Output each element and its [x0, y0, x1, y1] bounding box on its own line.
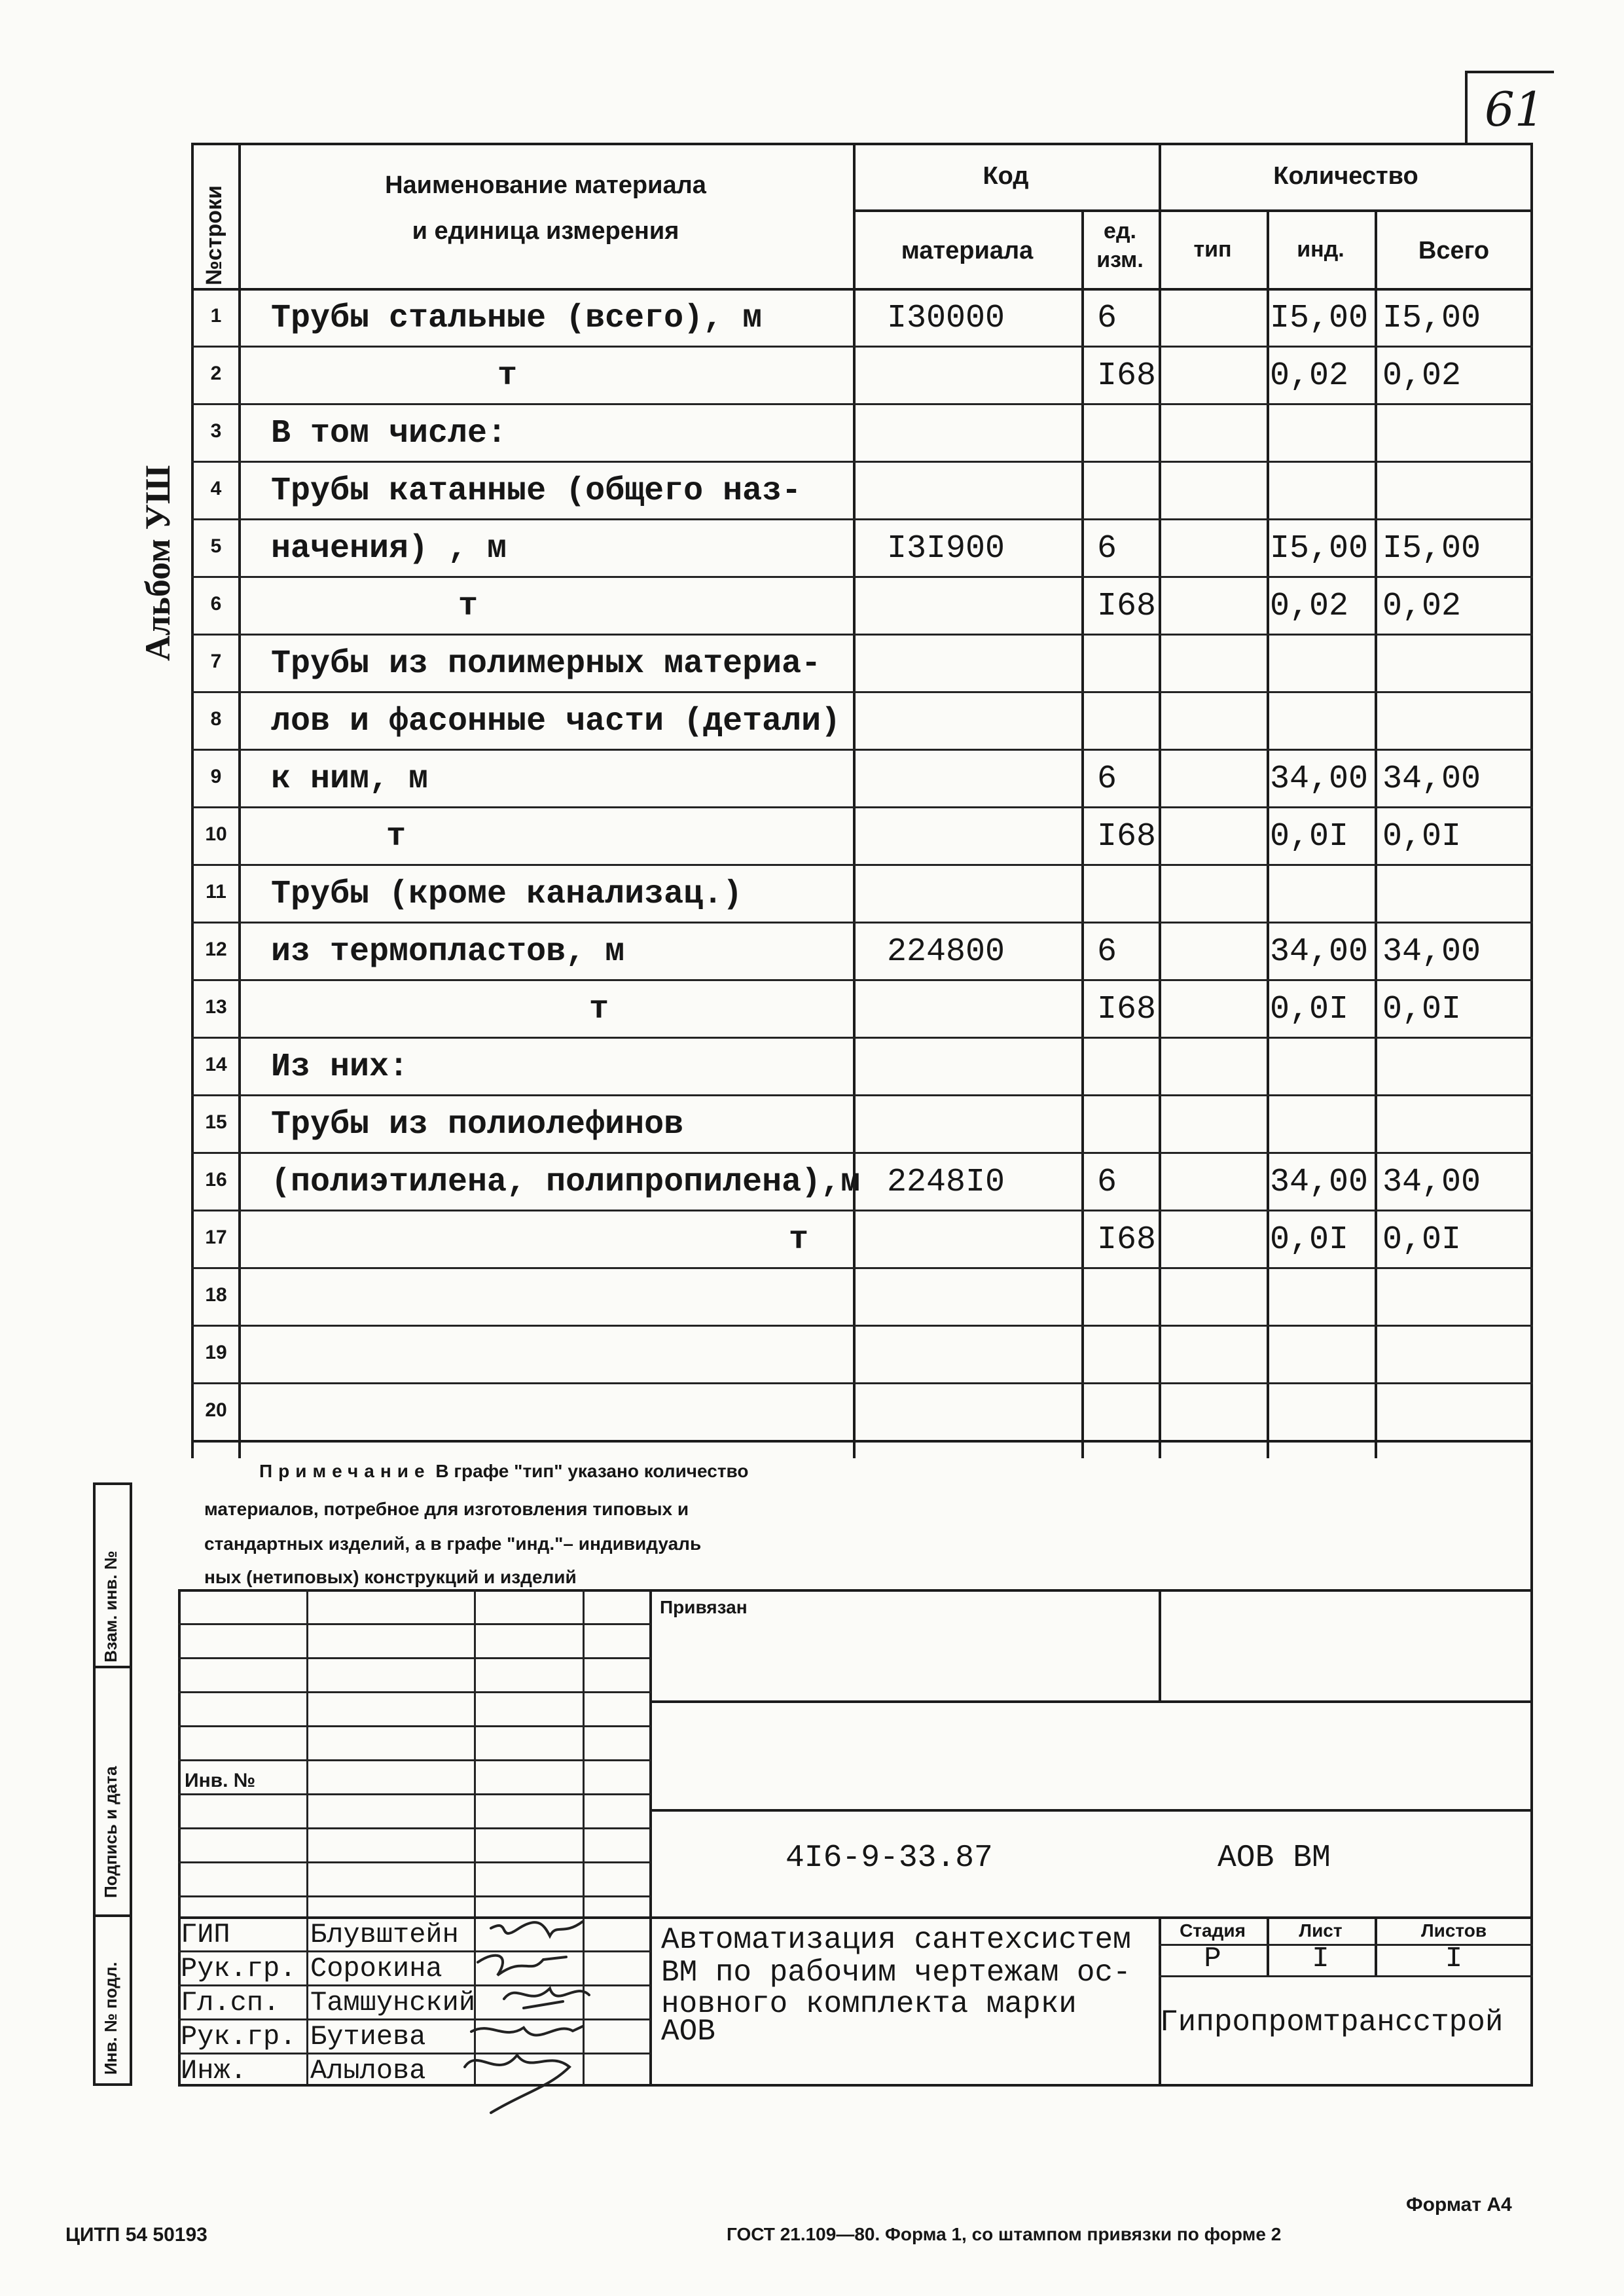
row-number: 8 — [210, 708, 222, 730]
staff-name: Тамшунский — [310, 1987, 476, 2018]
side-label-vzam: Взам. инв. № — [101, 1551, 120, 1662]
row-number: 16 — [205, 1169, 227, 1191]
unit-code: 6 — [1097, 761, 1117, 798]
unit-code: I68 — [1097, 588, 1157, 625]
row-number: 7 — [210, 651, 222, 672]
qty-total: I5,00 — [1382, 300, 1481, 337]
side-strip-mid — [130, 1482, 132, 2085]
privyazan-label: Привязан — [660, 1597, 748, 1617]
row-number: 3 — [210, 420, 222, 442]
side-label-inv-podl: Инв. № подл. — [101, 1962, 120, 2075]
table-row-divider — [191, 403, 1533, 405]
header-unit-line1: ед. — [1104, 219, 1136, 243]
table-row-divider — [191, 1267, 1533, 1269]
side-label-podpis: Подпись и дата — [101, 1766, 120, 1898]
stamp-row-4 — [178, 1725, 651, 1727]
footer-gost: ГОСТ 21.109—80. Форма 1, со штампом привязки по форме 2 — [727, 2224, 1282, 2244]
staff-name: Сорокина — [310, 1953, 442, 1984]
unit-code: 6 — [1097, 530, 1117, 567]
table-row-divider — [191, 806, 1533, 808]
page-number-box-top — [1465, 71, 1554, 73]
material-name: т — [458, 588, 478, 625]
signature-2 — [478, 1956, 566, 1975]
frame-right — [1530, 143, 1533, 2087]
material-name: Трубы из полиолефинов — [271, 1106, 684, 1143]
staff-role: ГИП — [181, 1919, 230, 1950]
header-total: Всего — [1418, 237, 1490, 264]
table-bottom-line — [191, 1440, 1533, 1443]
unit-code: 6 — [1097, 933, 1117, 971]
header-name-line1: Наименование материала — [385, 171, 706, 199]
material-name: лов и фасонные части (детали) — [271, 703, 841, 740]
stamp-row-7 — [178, 1827, 651, 1829]
table-row-divider — [191, 864, 1533, 866]
staff-role: Рук.гр. — [181, 2021, 297, 2053]
note-line2: материалов, потребное для изготовления типовых и — [204, 1499, 689, 1519]
qty-ind: 0,0I — [1270, 1221, 1349, 1259]
table-row-divider — [191, 691, 1533, 693]
staff-role: Инж. — [181, 2055, 247, 2087]
stamp-row-1 — [178, 1623, 651, 1625]
qty-total: 34,00 — [1382, 1164, 1481, 1201]
stamp-col-1 — [306, 1589, 308, 2084]
doc-mark: АОВ ВМ — [1218, 1840, 1331, 1876]
title-line1: Автоматизация сантехсистем — [661, 1923, 1131, 1957]
qty-ind: 34,00 — [1270, 1164, 1369, 1201]
signature-3 — [504, 1988, 589, 2008]
qty-ind: 34,00 — [1270, 933, 1369, 971]
material-name: Трубы из полимерных материа- — [271, 645, 821, 683]
signatures — [452, 1916, 602, 2126]
organization: Гипропромтрансстрой — [1160, 2005, 1504, 2039]
qty-ind: I5,00 — [1270, 530, 1369, 567]
unit-code: I68 — [1097, 991, 1157, 1028]
staff-role: Гл.сп. — [181, 1987, 280, 2018]
material-name: т — [386, 818, 406, 855]
note-text-line1: В графе "тип" указано количество — [430, 1461, 749, 1481]
header-mid-line — [853, 209, 1533, 212]
note-prefix: Примечание — [259, 1461, 431, 1481]
col-line-qty — [1159, 143, 1161, 1458]
signature-1 — [491, 1922, 583, 1936]
staff-role: Рук.гр. — [181, 1953, 297, 1984]
material-name: т — [789, 1221, 809, 1259]
material-code: I30000 — [887, 300, 1005, 337]
title-line4: АОВ — [661, 2015, 715, 2049]
row-number: 19 — [205, 1342, 227, 1363]
sheets-value: I — [1445, 1943, 1463, 1975]
table-row-divider — [191, 1094, 1533, 1096]
qty-total: I5,00 — [1382, 530, 1481, 567]
table-row-divider — [191, 1210, 1533, 1211]
stamp-top-line — [178, 1589, 1533, 1592]
material-name: Из них: — [271, 1049, 409, 1086]
table-row-divider — [191, 1325, 1533, 1327]
stamp-row-8 — [178, 1861, 651, 1863]
material-name: т — [497, 357, 518, 395]
header-name-line2: и единица измерения — [412, 217, 679, 245]
qty-ind: 0,02 — [1270, 357, 1349, 395]
unit-code: 6 — [1097, 1164, 1117, 1201]
qty-total: 0,0I — [1382, 1221, 1462, 1259]
unit-code: 6 — [1097, 300, 1117, 337]
title-line2: ВМ по рабочим чертежам ос- — [661, 1956, 1131, 1990]
note-line1 — [259, 1461, 749, 1482]
qty-ind: I5,00 — [1270, 300, 1369, 337]
header-code: Код — [983, 162, 1029, 190]
table-row-divider — [191, 1382, 1533, 1384]
row-number: 4 — [210, 478, 222, 499]
header-unit-line2: изм. — [1096, 247, 1144, 272]
page-number-box-left — [1465, 72, 1468, 144]
material-name: из термопластов, м — [271, 933, 625, 971]
material-name: к ним, м — [271, 761, 429, 798]
footer-format: Формат А4 — [1406, 2194, 1512, 2215]
table-row-divider — [191, 461, 1533, 463]
inv-no-label: Инв. № — [185, 1770, 256, 1791]
table-row-divider — [191, 346, 1533, 348]
row-number: 13 — [205, 996, 227, 1018]
header-quantity: Количество — [1273, 162, 1418, 190]
stamp-row-9 — [178, 1895, 651, 1897]
table-row-divider — [191, 634, 1533, 636]
stage-label: Стадия — [1180, 1920, 1246, 1941]
doc-code-top — [649, 1809, 1533, 1812]
note-line4: ных (нетиповых) конструкций и изделий — [204, 1567, 577, 1587]
qty-total: 0,0I — [1382, 991, 1462, 1028]
table-row-divider — [191, 979, 1533, 981]
title-divider — [1159, 1916, 1161, 2085]
qty-total: 34,00 — [1382, 761, 1481, 798]
col-line-ind — [1267, 209, 1269, 1458]
table-row-divider — [191, 518, 1533, 520]
signature-5 — [465, 2055, 569, 2113]
doc-code: 4I6-9-33.87 — [785, 1840, 993, 1876]
table-row-divider — [191, 749, 1533, 751]
material-name: Трубы катанные (общего наз- — [271, 473, 802, 510]
header-row-no: №строки — [202, 185, 226, 285]
row-number: 11 — [206, 881, 226, 903]
header-bottom-line — [191, 288, 1533, 291]
stamp-row-2 — [178, 1657, 651, 1659]
material-name: В том числе: — [271, 415, 507, 452]
privyazan-divider — [1159, 1589, 1161, 1702]
material-code: 2248I0 — [887, 1164, 1005, 1201]
header-material-code: материала — [901, 237, 1034, 264]
qty-ind: 0,02 — [1270, 588, 1349, 625]
stage-values-line — [1159, 1975, 1533, 1977]
material-name: Трубы (кроме канализац.) — [271, 876, 743, 913]
qty-ind: 34,00 — [1270, 761, 1369, 798]
material-code: I3I900 — [887, 530, 1005, 567]
table-row-divider — [191, 922, 1533, 924]
title-line3: новного комплекта марки — [661, 1987, 1077, 2021]
header-ind: инд. — [1297, 237, 1344, 262]
qty-ind: 0,0I — [1270, 991, 1349, 1028]
material-name: т — [589, 991, 609, 1028]
staff-name: Блувштейн — [310, 1919, 459, 1950]
row-number: 10 — [205, 823, 227, 845]
material-name: начения) , м — [271, 530, 507, 567]
staff-name: Бутиева — [310, 2021, 426, 2053]
row-number: 2 — [210, 363, 222, 384]
row-number: 9 — [210, 766, 222, 787]
row-number: 5 — [210, 535, 222, 557]
qty-total: 0,0I — [1382, 818, 1462, 855]
stage-value: Р — [1204, 1943, 1221, 1975]
qty-total: 0,02 — [1382, 357, 1462, 395]
table-row-divider — [191, 1037, 1533, 1039]
album-label: Альбом УШ — [138, 465, 177, 661]
signature-4 — [471, 2026, 583, 2035]
stamp-col-4 — [649, 1589, 652, 2084]
col-line-total — [1375, 209, 1377, 1458]
col-line-unit — [1081, 209, 1084, 1458]
col-line-code — [853, 143, 856, 1458]
sheet-label: Лист — [1299, 1920, 1343, 1941]
note-line3: стандартных изделий, а в графе "инд."– индивидуаль — [204, 1534, 702, 1554]
sheet-value: I — [1312, 1943, 1329, 1975]
stamp-row-5 — [178, 1759, 651, 1761]
unit-code: I68 — [1097, 818, 1157, 855]
side-strip-top — [93, 1482, 132, 1485]
row-number: 6 — [210, 593, 222, 615]
row-number: 18 — [205, 1284, 227, 1306]
material-code: 224800 — [887, 933, 1005, 971]
row-number: 20 — [205, 1399, 227, 1421]
side-strip-div2 — [93, 1914, 132, 1917]
row-number: 12 — [205, 939, 227, 960]
qty-total: 0,02 — [1382, 588, 1462, 625]
table-row-divider — [191, 1152, 1533, 1154]
staff-name: Алылова — [310, 2055, 426, 2087]
page-number: 61 — [1485, 82, 1545, 137]
row-number: 14 — [205, 1054, 227, 1075]
unit-code: I68 — [1097, 1221, 1157, 1259]
sheets-label: Листов — [1420, 1920, 1487, 1941]
frame-left-table — [191, 143, 194, 1458]
material-name: Трубы стальные (всего), м — [271, 300, 763, 337]
privyazan-bottom — [649, 1700, 1533, 1703]
unit-code: I68 — [1097, 357, 1157, 395]
stamp-row-3 — [178, 1691, 651, 1693]
stamp-row-6 — [178, 1793, 651, 1795]
side-strip-bottom — [93, 2083, 132, 2086]
qty-total: 34,00 — [1382, 933, 1481, 971]
frame-top — [191, 143, 1533, 145]
row-number: 17 — [205, 1227, 227, 1248]
col-line-rownum — [238, 143, 241, 1458]
qty-ind: 0,0I — [1270, 818, 1349, 855]
table-row-divider — [191, 576, 1533, 578]
row-number: 1 — [210, 305, 222, 327]
row-number: 15 — [205, 1111, 227, 1133]
footer-left: ЦИТП 54 50193 — [65, 2224, 208, 2246]
header-type: тип — [1193, 237, 1232, 262]
material-name: (полиэтилена, полипропилена),м — [271, 1164, 861, 1201]
side-strip-left — [93, 1482, 96, 2085]
side-strip-div1 — [93, 1666, 132, 1668]
